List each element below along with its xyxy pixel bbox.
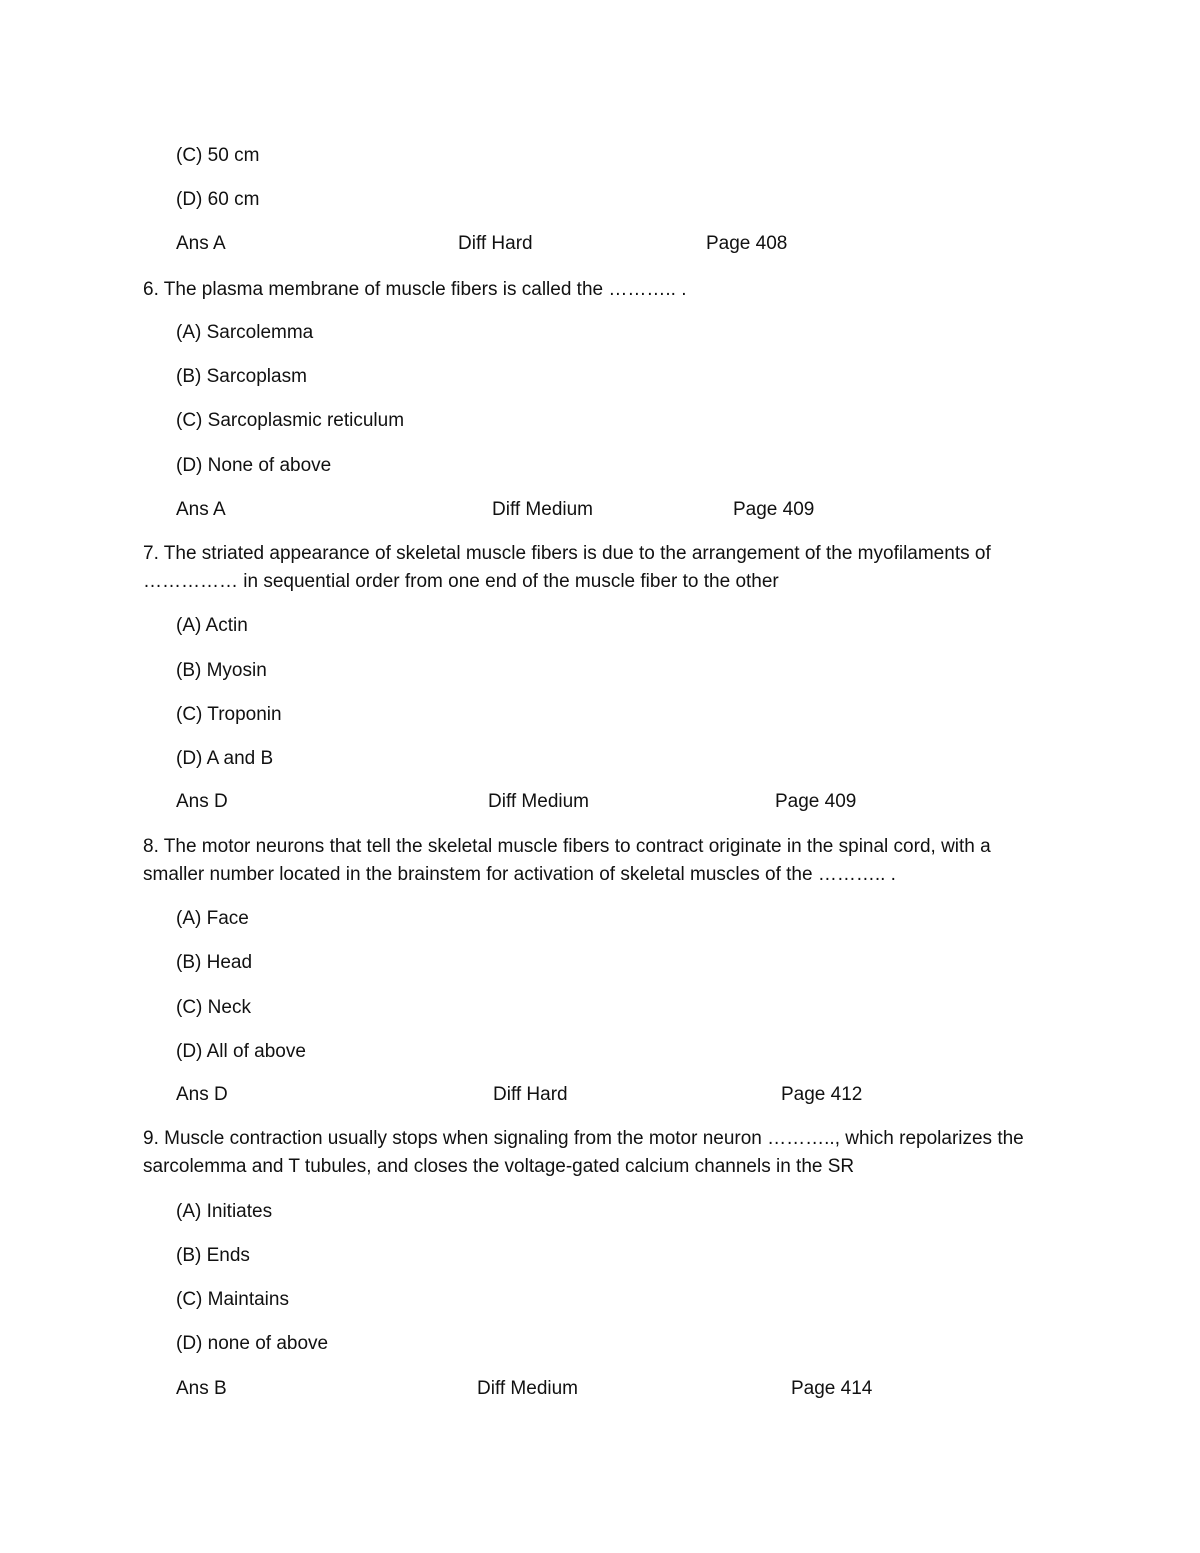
page-reference: Page 414 bbox=[791, 1378, 873, 1399]
question-text: 7. The striated appearance of skeletal muscle fibers is due to the arrangement of the myofilaments of bbox=[143, 543, 991, 564]
option-line: (C) Sarcoplasmic reticulum bbox=[176, 410, 405, 431]
answer-key: Ans A bbox=[176, 233, 226, 254]
option-line: (A) Initiates bbox=[176, 1201, 273, 1222]
option-line: (D) None of above bbox=[176, 455, 332, 476]
answer-key: Ans B bbox=[176, 1378, 227, 1399]
option-line: (D) A and B bbox=[176, 748, 274, 769]
question-text: 8. The motor neurons that tell the skeletal muscle fibers to contract originate in the spinal cord, with a bbox=[143, 836, 991, 857]
option-line: (C) Troponin bbox=[176, 704, 282, 725]
difficulty: Diff Medium bbox=[492, 499, 594, 520]
option-line: (D) none of above bbox=[176, 1333, 329, 1354]
option-line: (A) Face bbox=[176, 908, 249, 929]
option-line: (A) Actin bbox=[176, 615, 248, 636]
option-line: (B) Sarcoplasm bbox=[176, 366, 307, 387]
question-text: …………… in sequential order from one end of the muscle fiber to the other bbox=[143, 571, 779, 592]
difficulty: Diff Medium bbox=[488, 791, 590, 812]
page-reference: Page 408 bbox=[706, 233, 788, 254]
answer-key: Ans A bbox=[176, 499, 226, 520]
option-line: (D) 60 cm bbox=[176, 189, 260, 210]
difficulty: Diff Hard bbox=[458, 233, 533, 254]
page-reference: Page 412 bbox=[781, 1084, 863, 1105]
option-line: (C) Neck bbox=[176, 997, 251, 1018]
question-text: 9. Muscle contraction usually stops when signaling from the motor neuron ……….., which repolarizes the bbox=[143, 1128, 1024, 1149]
option-line: (B) Myosin bbox=[176, 660, 267, 681]
page-reference: Page 409 bbox=[775, 791, 857, 812]
answer-key: Ans D bbox=[176, 1084, 228, 1105]
page-reference: Page 409 bbox=[733, 499, 815, 520]
question-text: 6. The plasma membrane of muscle fibers is called the ……….. . bbox=[143, 279, 687, 300]
option-line: (D) All of above bbox=[176, 1041, 306, 1062]
difficulty: Diff Hard bbox=[493, 1084, 568, 1105]
option-line: (A) Sarcolemma bbox=[176, 322, 314, 343]
option-line: (B) Ends bbox=[176, 1245, 250, 1266]
question-text: smaller number located in the brainstem for activation of skeletal muscles of the ……….. . bbox=[143, 864, 896, 885]
difficulty: Diff Medium bbox=[477, 1378, 579, 1399]
answer-key: Ans D bbox=[176, 791, 228, 812]
option-line: (B) Head bbox=[176, 952, 253, 973]
option-line: (C) Maintains bbox=[176, 1289, 289, 1310]
option-line: (C) 50 cm bbox=[176, 145, 260, 166]
question-text: sarcolemma and T tubules, and closes the voltage-gated calcium channels in the SR bbox=[143, 1156, 855, 1177]
